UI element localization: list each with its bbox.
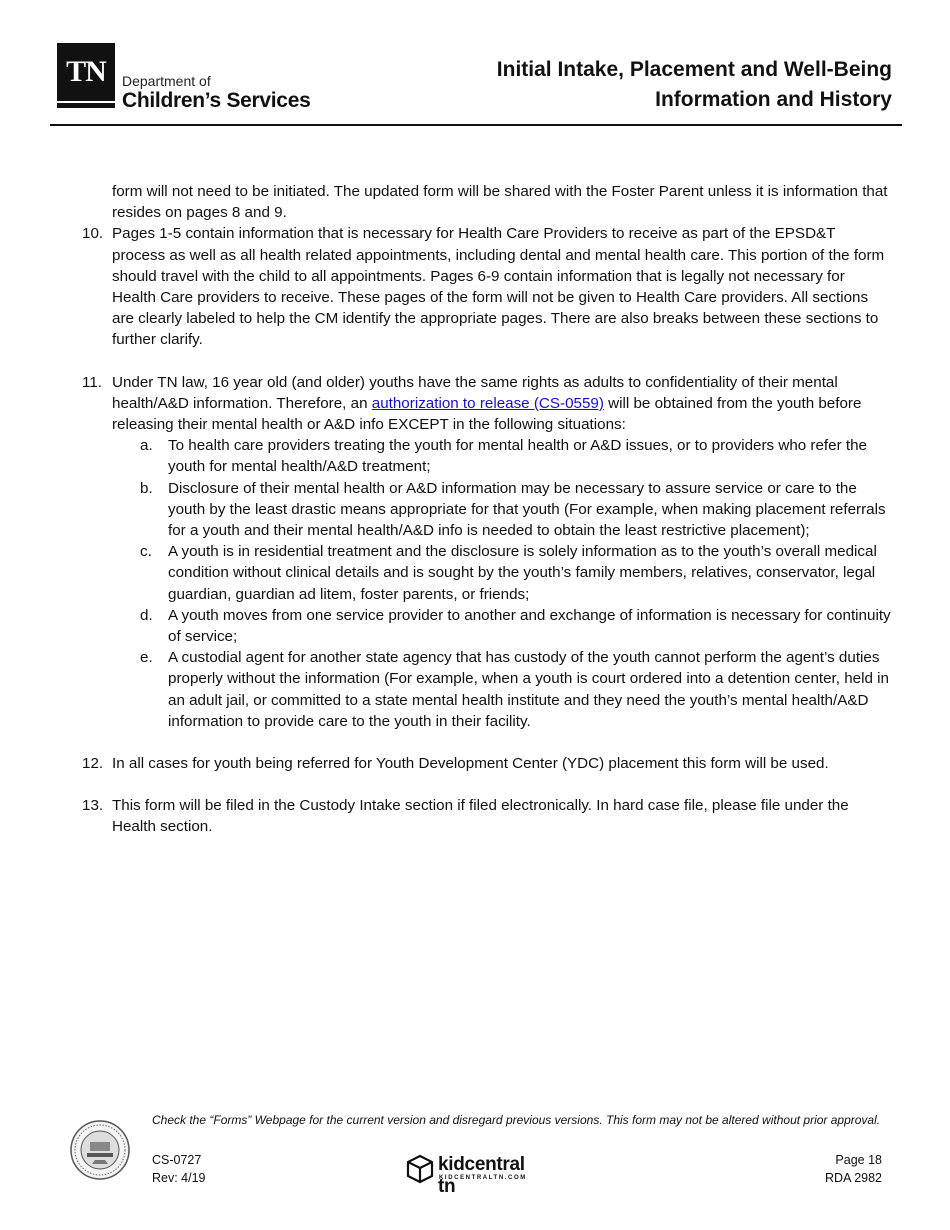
sub-item-d bbox=[140, 605, 892, 647]
document-title bbox=[497, 55, 892, 115]
item-number: 10. bbox=[82, 225, 104, 243]
document-body bbox=[82, 181, 892, 838]
item-number: 13. bbox=[82, 797, 104, 815]
item-number: 12. bbox=[82, 755, 104, 773]
item-text: This form will be filed in the Custody Intake section if filed electronically. In hard case file, please file under the Health section. bbox=[112, 797, 849, 836]
sub-item-a bbox=[140, 435, 892, 477]
state-seal-icon bbox=[70, 1120, 130, 1180]
kidcentral-url: KIDCENTRALTN.COM bbox=[439, 1175, 527, 1181]
sub-item-c bbox=[140, 541, 892, 605]
page-info bbox=[825, 1151, 882, 1187]
logo-underline bbox=[57, 103, 115, 108]
sub-item-text: To health care providers treating the youth for mental health or A&D issues, or to providers who refer the youth for mental health/A&D treatment; bbox=[168, 437, 867, 476]
list-item-13 bbox=[82, 795, 892, 837]
form-info bbox=[152, 1151, 206, 1187]
kidcentral-wordmark: kidcentral tn bbox=[438, 1154, 525, 1197]
item-text bbox=[112, 372, 892, 436]
rda-number: RDA 2982 bbox=[825, 1171, 882, 1185]
page-number: Page 18 bbox=[835, 1153, 882, 1167]
item-text: Pages 1-5 contain information that is necessary for Health Care Providers to receive as part of the EPSD&T process as well as all health related appointments, including dental and mental health care. This portion of the form should travel with the child to all appointments. Pages 6-9 contain information that is legally not necessary for Health Care providers to receive. These pages of the form will not be given to Health Care providers. All sections are clearly labeled to help the CM identify the appropriate pages. There are also breaks between these sections to further clarify. bbox=[112, 225, 885, 349]
authorization-release-link[interactable]: authorization to release (CS-0559) bbox=[371, 394, 604, 412]
header-divider bbox=[50, 124, 902, 126]
sub-item-text: A youth is in residential treatment and the disclosure is solely information as to the youth’s overall medical condition without clinical details and is sought by the youth’s family members, relatives, conservator, legal guardian, guardian ad litem, foster parents, or friends; bbox=[168, 543, 877, 603]
form-number: CS-0727 bbox=[152, 1153, 202, 1167]
item-text-after-link: will be obtained from the youth before releasing their mental health or A&D info EXCEPT in the following situations: bbox=[112, 394, 862, 434]
sub-item-text: Disclosure of their mental health or A&D information may be necessary to assure service or care to the youth by the least drastic means appropriate for that youth (For example, when making placement referrals for a youth and their mental health/A&D info is needed to obtain the least restrictive placement); bbox=[168, 479, 886, 540]
sub-item-letter: e. bbox=[140, 649, 153, 667]
sub-item-e bbox=[140, 647, 892, 732]
sub-item-b bbox=[140, 478, 892, 542]
item-number: 11. bbox=[82, 373, 102, 391]
sub-item-letter: a. bbox=[140, 437, 153, 455]
sub-item-text: A youth moves from one service provider to another and exchange of information is necessary for continuity of service; bbox=[168, 606, 891, 646]
kidcentral-logo bbox=[405, 1152, 545, 1197]
sub-item-letter: c. bbox=[140, 543, 152, 561]
list-item-12 bbox=[82, 753, 892, 774]
document-title-line2: Information and History bbox=[655, 88, 892, 111]
sub-item-letter: b. bbox=[140, 479, 153, 497]
list-item-10 bbox=[82, 223, 892, 350]
kidcentral-cube-icon bbox=[405, 1154, 435, 1184]
item-text-before-link: Under TN law, 16 year old (and older) youths have the same rights as adults to confidentiality of their mental health/A&D information. Therefore, an bbox=[112, 373, 838, 412]
item-text: In all cases for youth being referred for Youth Development Center (YDC) placement this form will be used. bbox=[112, 755, 829, 773]
intro-paragraph: form will not need to be initiated. The updated form will be shared with the Foster Parent unless it is information that resides on pages 8 and 9. bbox=[112, 183, 888, 222]
form-revision: Rev: 4/19 bbox=[152, 1171, 206, 1185]
department-name: Children’s Services bbox=[122, 89, 311, 112]
page-header bbox=[50, 40, 902, 126]
sub-item-text: A custodial agent for another state agency that has custody of the youth cannot perform the agent’s duties properly without the information (For example, when a youth is court ordered into a detention center, held in an adult jail, or committed to a state mental health institute and they need the youth’s mental health/A&D information to provide care to the youth in their facility. bbox=[168, 649, 889, 730]
document-title-line1: Initial Intake, Placement and Well-Being bbox=[496, 58, 892, 81]
department-prefix: Department of bbox=[122, 73, 211, 89]
tn-logo: TN bbox=[57, 43, 115, 101]
sub-item-letter: d. bbox=[140, 606, 153, 624]
list-item-11 bbox=[82, 372, 892, 732]
footer-notice: Check the “Forms” Webpage for the current version and disregard previous versions. This form may not be altered without prior approval. bbox=[152, 1113, 881, 1127]
